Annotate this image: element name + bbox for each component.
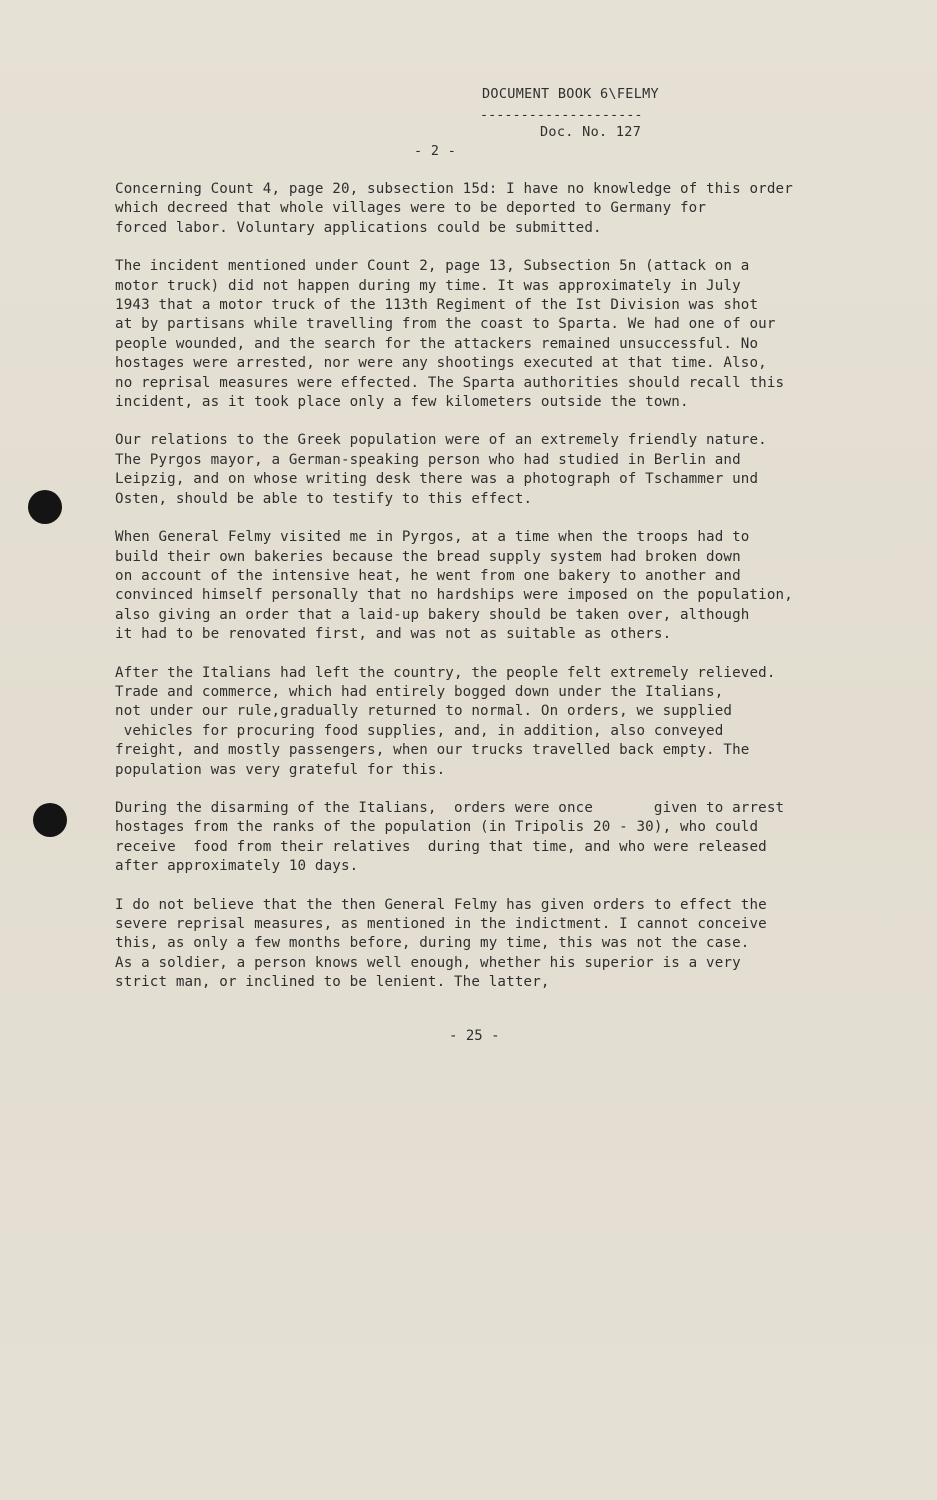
text-line: which decreed that whole villages were to be deported to Germany for bbox=[115, 200, 707, 217]
text-line: motor truck) did not happen during my time. It was approximately in July bbox=[115, 277, 741, 294]
text-line: at by partisans while travelling from the coast to Sparta. We had one of our bbox=[115, 316, 776, 333]
text-line: Osten, should be able to testify to this effect. bbox=[115, 490, 533, 507]
text-line: also giving an order that a laid-up bakery should be taken over, although bbox=[115, 606, 750, 623]
text-line: convinced himself personally that no hardships were imposed on the population, bbox=[115, 587, 793, 604]
punch-hole bbox=[28, 490, 62, 524]
text-line: not under our rule,gradually returned to normal. On orders, we supplied bbox=[115, 703, 733, 720]
text-line: on account of the intensive heat, he went from one bakery to another and bbox=[115, 567, 741, 584]
text-line: Trade and commerce, which had entirely bogged down under the Italians, bbox=[115, 683, 724, 700]
text-line: 1943 that a motor truck of the 113th Regiment of the Ist Division was shot bbox=[115, 297, 759, 314]
paragraph bbox=[115, 180, 885, 238]
text-line: hostages were arrested, nor were any shootings executed at that time. Also, bbox=[115, 355, 767, 372]
text-line: severe reprisal measures, as mentioned in the indictment. I cannot conceive bbox=[115, 916, 767, 932]
punch-hole bbox=[33, 803, 67, 837]
text-line: no reprisal measures were effected. The Sparta authorities should recall this bbox=[115, 374, 785, 391]
page-marker: - 2 - bbox=[414, 143, 457, 159]
paragraph bbox=[115, 257, 885, 412]
paragraph bbox=[115, 896, 885, 993]
text-line: people wounded, and the search for the attackers remained unsuccessful. No bbox=[115, 335, 759, 352]
text-line: after approximately 10 days. bbox=[115, 858, 359, 875]
text-line: The incident mentioned under Count 2, page 13, Subsection 5n (attack on a bbox=[115, 258, 750, 275]
text-line: When General Felmy visited me in Pyrgos, at a time when the troops had to bbox=[115, 529, 750, 546]
text-line: population was very grateful for this. bbox=[115, 761, 446, 778]
text-line: Leipzig, and on whose writing desk there was a photograph of Tschammer und bbox=[115, 471, 759, 488]
text-line: During the disarming of the Italians, orders were once given to arrest bbox=[115, 799, 785, 816]
text-line: this, as only a few months before, during my time, this was not the case. bbox=[115, 935, 750, 952]
document-number: Doc. No. 127 bbox=[540, 124, 642, 140]
text-line: I do not believe that the then General Felmy has given orders to effect the bbox=[115, 896, 767, 913]
paragraph bbox=[115, 799, 885, 877]
paragraph bbox=[115, 431, 885, 509]
header-rule: -------------------- bbox=[480, 107, 643, 123]
text-line: The Pyrgos mayor, a German-speaking person who had studied in Berlin and bbox=[115, 451, 741, 468]
paragraph bbox=[115, 664, 885, 780]
text-line: it had to be renovated first, and was not as suitable as others. bbox=[115, 626, 672, 643]
text-line: receive food from their relatives during that time, and who were released bbox=[115, 838, 767, 855]
text-line: Concerning Count 4, page 20, subsection 15d: I have no knowledge of this order bbox=[115, 181, 793, 197]
document-body bbox=[115, 180, 885, 1012]
text-line: vehicles for procuring food supplies, and, in addition, also conveyed bbox=[115, 722, 724, 739]
text-line: build their own bakeries because the bread supply system had broken down bbox=[115, 548, 741, 565]
text-line: hostages from the ranks of the population (in Tripolis 20 - 30), who could bbox=[115, 819, 759, 836]
text-line: After the Italians had left the country, the people felt extremely relieved. bbox=[115, 664, 776, 681]
text-line: strict man, or inclined to be lenient. The latter, bbox=[115, 974, 550, 991]
page-number: - 25 - bbox=[449, 1028, 500, 1044]
text-line: incident, as it took place only a few kilometers outside the town. bbox=[115, 394, 689, 411]
text-line: forced labor. Voluntary applications could be submitted. bbox=[115, 219, 602, 236]
document-book-label: DOCUMENT BOOK 6\FELMY bbox=[482, 86, 659, 102]
text-line: Our relations to the Greek population were of an extremely friendly nature. bbox=[115, 432, 767, 449]
text-line: freight, and mostly passengers, when our trucks travelled back empty. The bbox=[115, 742, 750, 759]
text-line: As a soldier, a person knows well enough, whether his superior is a very bbox=[115, 954, 741, 971]
paragraph bbox=[115, 528, 885, 644]
